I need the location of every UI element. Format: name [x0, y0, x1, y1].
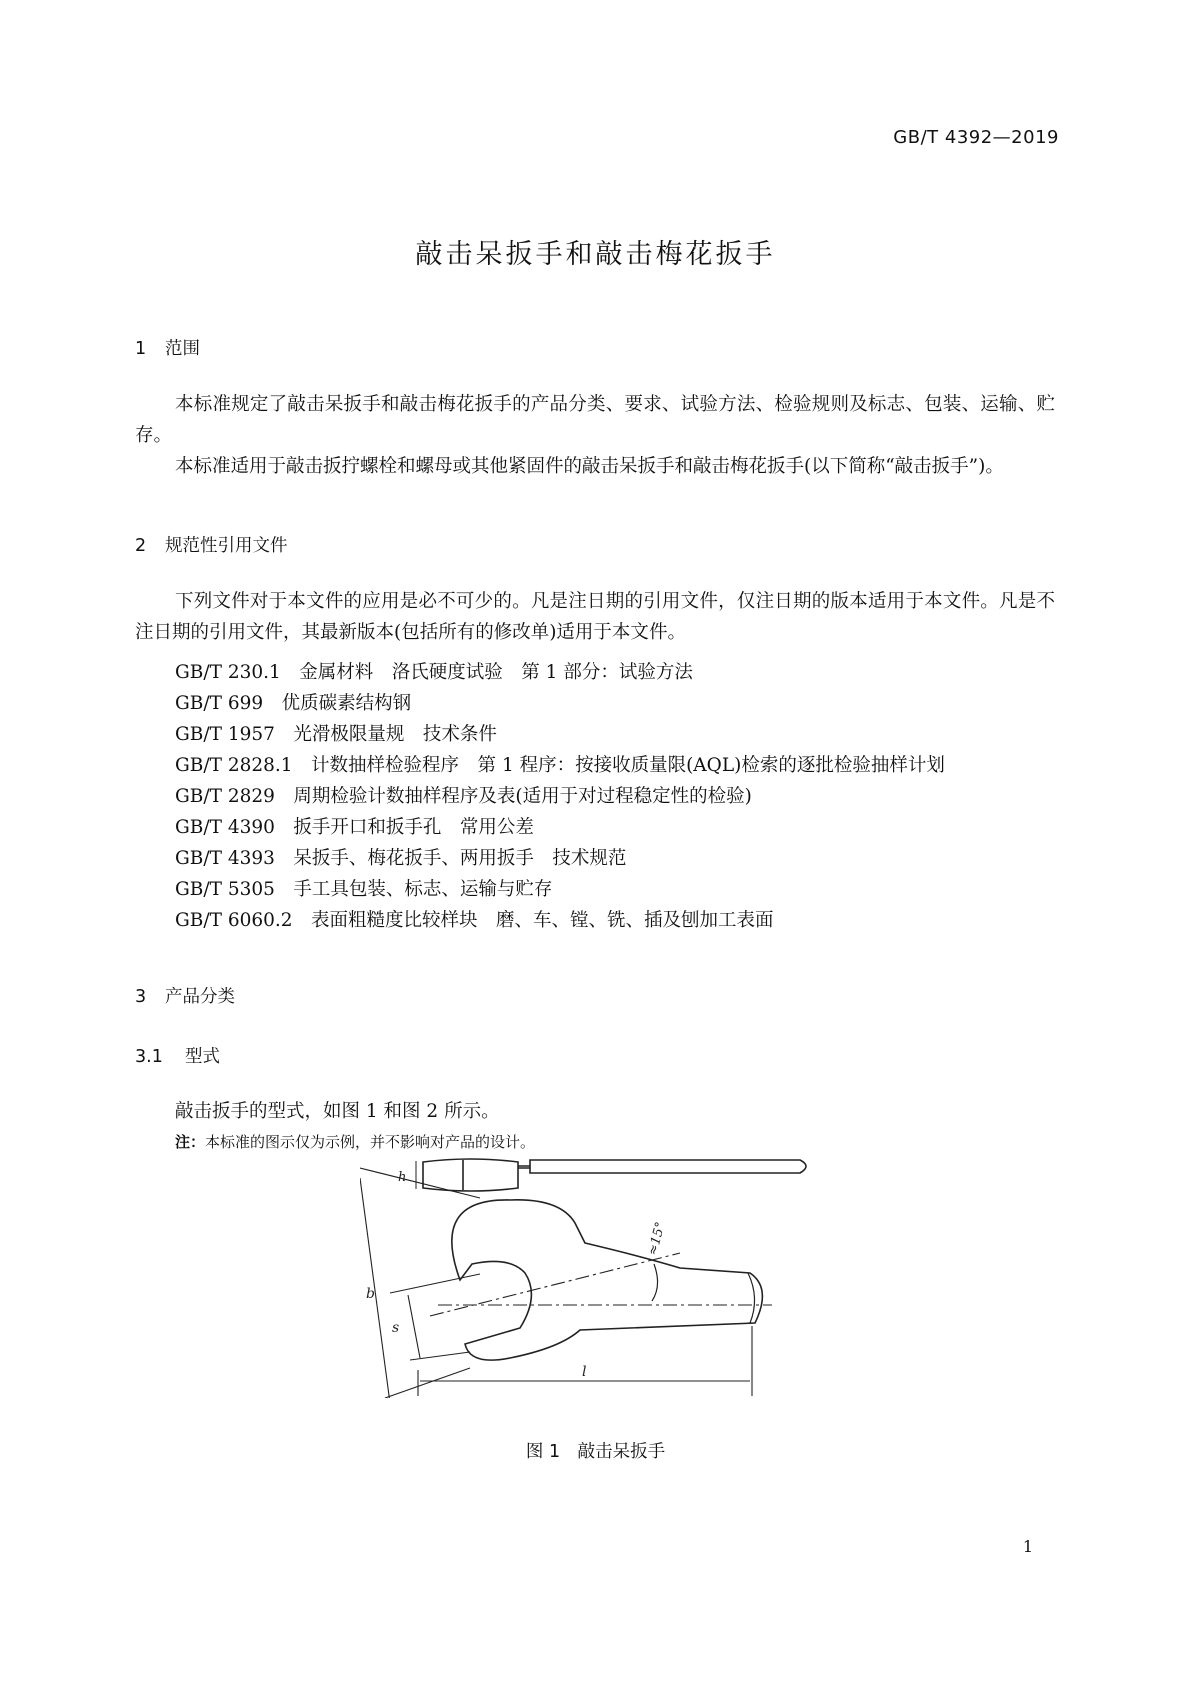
dimension-lines: [360, 1168, 752, 1398]
section-3-1-text: 敲击扳手的型式，如图 1 和图 2 所示。: [175, 1101, 500, 1122]
section-title: 产品分类: [165, 987, 235, 1007]
page-number: 1: [1022, 1537, 1033, 1556]
section-title: 规范性引用文件: [165, 536, 288, 556]
section-2-intro: 下列文件对于本文件的应用是必不可少的。凡是注日期的引用文件，仅注日期的版本适用于本文件。凡是不注日期的引用文件，其最新版本(包括所有的修改单)适用于本文件。: [135, 591, 1055, 643]
section-number: 3: [135, 987, 147, 1007]
reference-item: GB/T 4393 呆扳手、梅花扳手、两用扳手 技术规范: [175, 848, 627, 869]
section-3-1-heading: [135, 1043, 220, 1068]
dimension-b-label: b: [366, 1286, 375, 1302]
note-text: 本标准的图示仅为示例，并不影响对产品的设计。: [205, 1133, 536, 1151]
figure-caption: 图 1 敲击呆扳手: [525, 1442, 666, 1462]
reference-item: GB/T 699 优质碳素结构钢: [175, 693, 412, 714]
section-number: 1: [135, 339, 147, 359]
reference-item: GB/T 6060.2 表面粗糙度比较样块 磨、车、镗、铣、插及刨加工表面: [175, 910, 774, 931]
section-title: 型式: [185, 1047, 220, 1067]
reference-item: GB/T 4390 扳手开口和扳手孔 常用公差: [175, 817, 534, 838]
wrench-top-view: [430, 1200, 772, 1360]
section-title: 范围: [165, 339, 200, 359]
reference-item: GB/T 230.1 金属材料 洛氏硬度试验 第 1 部分：试验方法: [175, 662, 693, 683]
wrench-side-view: [416, 1159, 806, 1191]
section-1-paragraph-2: 本标准适用于敲击扳拧螺栓和螺母或其他紧固件的敲击呆扳手和敲击梅花扳手(以下简称“敲击扳手”)。: [175, 456, 1004, 477]
page-title: 敲击呆扳手和敲击梅花扳手: [415, 239, 776, 270]
section-number: 2: [135, 536, 147, 556]
reference-item: GB/T 5305 手工具包装、标志、运输与贮存: [175, 879, 553, 900]
note-label: 注：: [175, 1133, 206, 1151]
section-1-paragraph-1: 本标准规定了敲击呆扳手和敲击梅花扳手的产品分类、要求、试验方法、检验规则及标志、包装、运输、贮存。: [135, 394, 1055, 446]
reference-item: GB/T 2829 周期检验计数抽样程序及表(适用于对过程稳定性的检验): [175, 786, 752, 807]
angle-label: ≈15°: [645, 1220, 669, 1258]
section-1-heading: [135, 335, 200, 360]
reference-item: GB/T 1957 光滑极限量规 技术条件: [175, 724, 497, 745]
section-3-heading: [135, 983, 235, 1008]
section-number: 3.1: [135, 1047, 163, 1067]
impact-open-wrench-drawing: [360, 1148, 840, 1398]
section-2-heading: [135, 532, 288, 557]
standard-number: GB/T 4392—2019: [893, 127, 1059, 148]
reference-item: GB/T 2828.1 计数抽样检验程序 第 1 程序：按接收质量限(AQL)检索的逐批检验抽样计划: [175, 755, 945, 776]
dimension-h-label: h: [398, 1170, 407, 1185]
dimension-s-label: s: [392, 1320, 400, 1336]
dimension-l-label: l: [582, 1364, 587, 1380]
